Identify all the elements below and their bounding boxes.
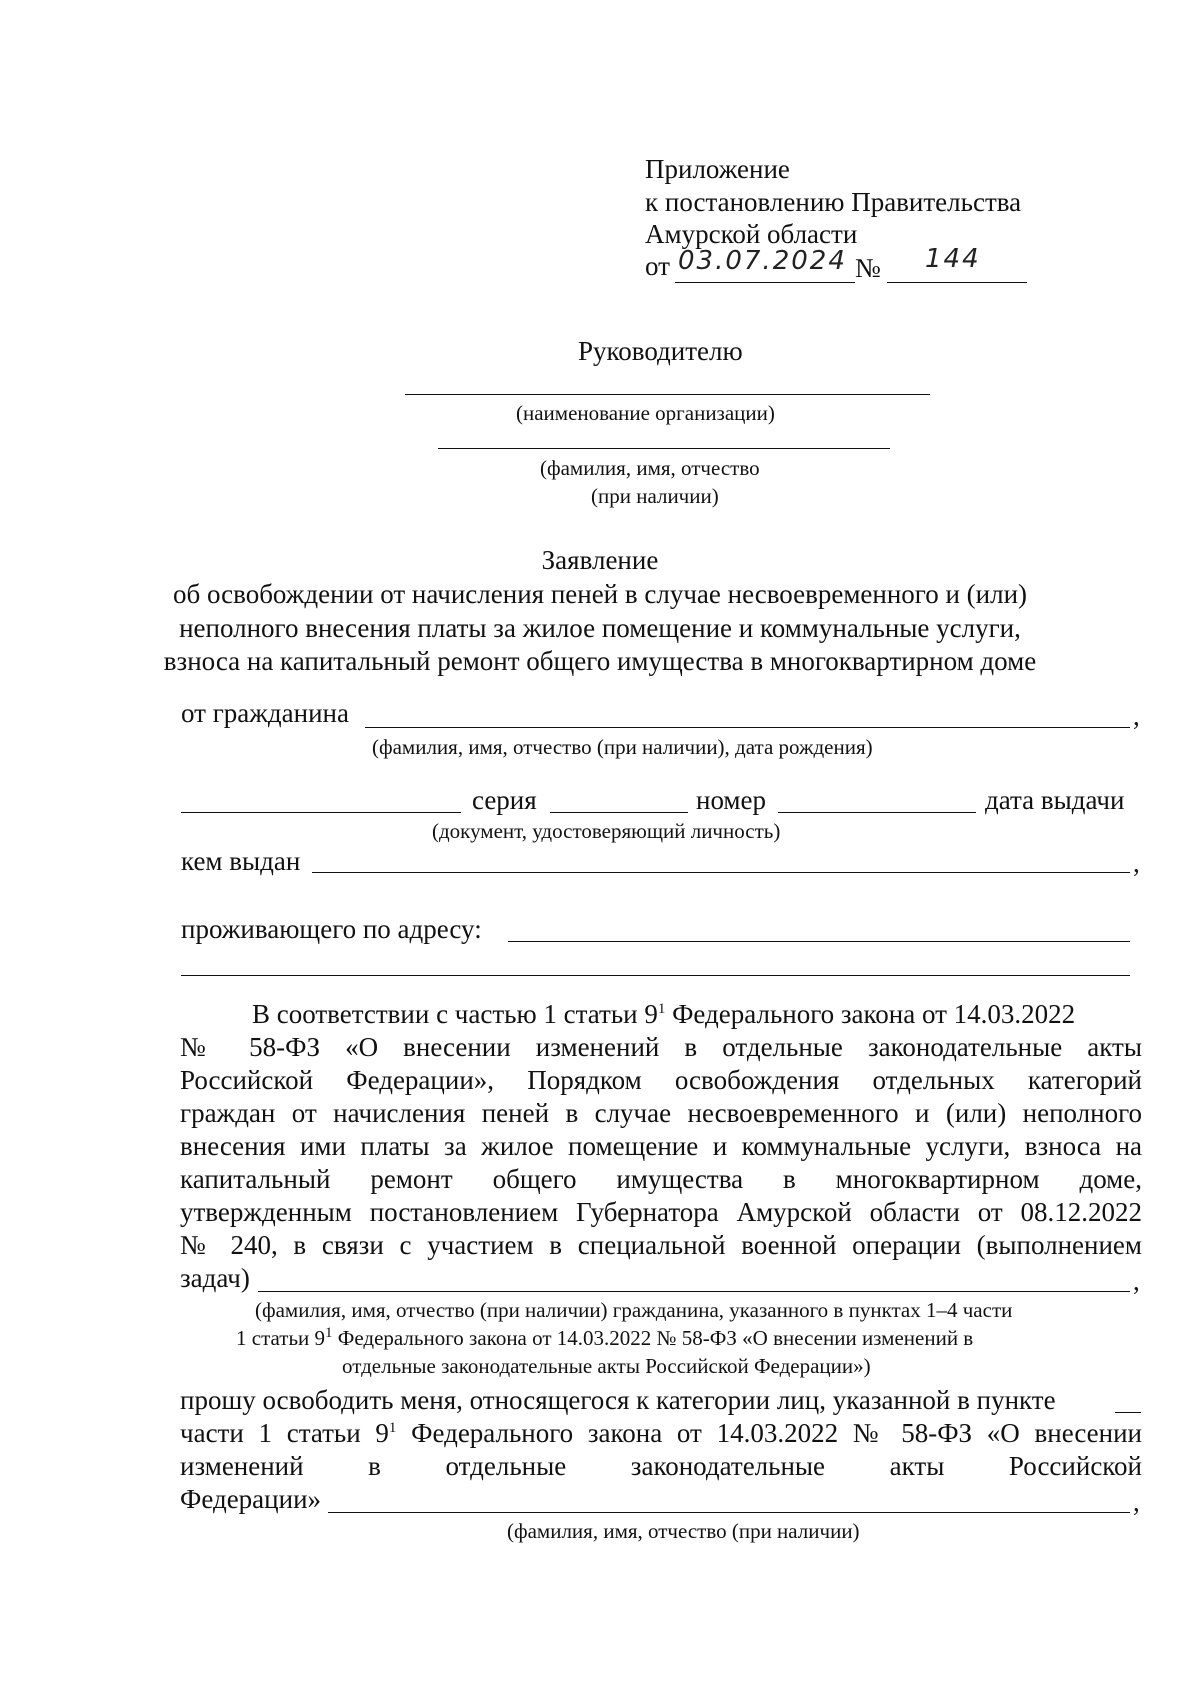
serviceman-caption-line-1: (фамилия, имя, отчество (при наличии) гражданина, указанного в пунктах 1–4 части bbox=[255, 1298, 1013, 1322]
appendix-line-3: Амурской области bbox=[645, 219, 858, 249]
document-caption: (документ, удостоверяющий личность) bbox=[432, 819, 781, 843]
comma: , bbox=[1133, 848, 1140, 878]
citizen-name-line[interactable] bbox=[365, 727, 1130, 728]
body-p2-line-2: части 1 статьи $9^1$ Федерального закона от 14.03.2022 № 58-ФЗ «О внесении bbox=[180, 1418, 1142, 1448]
organization-caption: (наименование организации) bbox=[516, 401, 775, 425]
head-fio-caption-2: (при наличии) bbox=[591, 484, 719, 508]
from-citizen-label: от гражданина bbox=[181, 698, 349, 728]
comma: , bbox=[1133, 701, 1140, 731]
issued-by-label: кем выдан bbox=[181, 846, 301, 876]
applicant-name-caption: (фамилия, имя, отчество (при наличии) bbox=[507, 1519, 860, 1543]
organization-line bbox=[405, 394, 930, 395]
category-point-line[interactable] bbox=[1115, 1412, 1141, 1413]
handwritten-number: 144 bbox=[925, 244, 981, 274]
body-p2-line-4: Федерации» bbox=[180, 1484, 322, 1514]
body-p1-line-6: капитальный ремонт общего имущества в многоквартирном доме, bbox=[180, 1164, 1142, 1194]
addressee-title: Руководителю bbox=[578, 336, 743, 366]
doc-number-line[interactable] bbox=[778, 812, 976, 813]
statement-subtitle-line-3: взноса на капитальный ремонт общего имущества в многоквартирном доме bbox=[163, 646, 1037, 676]
appendix-line-1: Приложение bbox=[645, 154, 790, 184]
serviceman-name-line[interactable] bbox=[258, 1291, 1130, 1292]
applicant-name-line[interactable] bbox=[328, 1512, 1130, 1513]
body-p2-line-1: прошу освободить меня, относящегося к категории лиц, указанной в пункте bbox=[180, 1385, 1056, 1415]
head-fio-line bbox=[438, 448, 890, 449]
address-label: проживающего по адресу: bbox=[181, 914, 482, 944]
body-p1-line-3: Российской Федерации», Порядком освобождения отдельных категорий bbox=[180, 1065, 1142, 1095]
comma: , bbox=[1133, 1266, 1140, 1296]
series-line[interactable] bbox=[550, 812, 688, 813]
head-fio-caption-1: (фамилия, имя, отчество bbox=[540, 456, 760, 480]
citizen-name-caption: (фамилия, имя, отчество (при наличии), дата рождения) bbox=[372, 735, 873, 759]
body-p1-line-5: внесения ими платы за жилое помещение и коммунальные услуги, взноса на bbox=[180, 1131, 1142, 1161]
appendix-date-prefix: от bbox=[645, 251, 670, 281]
issue-date-label: дата выдачи bbox=[985, 785, 1125, 815]
number-underline bbox=[887, 282, 1027, 283]
body-p1-line-8: № 240, в связи с участием в специальной военной операции (выполнением bbox=[180, 1230, 1142, 1260]
statement-subtitle-line-2: неполного внесения платы за жилое помещение и коммунальные услуги, bbox=[179, 613, 1021, 643]
series-label: серия bbox=[472, 785, 537, 815]
body-p1-line-2: № 58-ФЗ «О внесении изменений в отдельные законодательные акты bbox=[180, 1032, 1142, 1062]
document-type-line[interactable] bbox=[181, 812, 461, 813]
handwritten-date: 03.07.2024 bbox=[678, 246, 847, 276]
appendix-number-prefix: № bbox=[855, 253, 881, 283]
comma: , bbox=[1133, 1487, 1140, 1517]
issued-by-line[interactable] bbox=[312, 872, 1130, 873]
serviceman-caption-line-3: отдельные законодательные акты Российской Федерации») bbox=[342, 1354, 871, 1378]
statement-subtitle-line-1: об освобождении от начисления пеней в случае несвоевременного и (или) bbox=[172, 579, 1028, 609]
body-p1-line-9: задач) bbox=[180, 1263, 250, 1293]
number-label: номер bbox=[696, 785, 767, 815]
appendix-line-2: к постановлению Правительства bbox=[645, 187, 1022, 217]
statement-title: Заявление bbox=[541, 545, 659, 575]
body-p1-line-7: утвержденным постановлением Губернатора Амурской области от 08.12.2022 bbox=[180, 1197, 1142, 1227]
date-underline bbox=[675, 282, 855, 283]
address-line-1[interactable] bbox=[508, 941, 1130, 942]
serviceman-caption-line-2: 1 статьи $9^1$ Федерального закона от 14.03.2022 № 58-ФЗ «О внесении изменений в bbox=[236, 1325, 974, 1350]
address-line-2[interactable] bbox=[181, 975, 1130, 976]
body-p1-line-4: граждан от начисления пеней в случае несвоевременного и (или) неполного bbox=[180, 1098, 1142, 1128]
body-p1-line-1a: В соответствии с частью 1 статьи $9^1$ Федерального закона от 14.03.2022 bbox=[252, 999, 1076, 1029]
body-p2-line-3: изменений в отдельные законодательные акты Российской bbox=[180, 1451, 1142, 1481]
